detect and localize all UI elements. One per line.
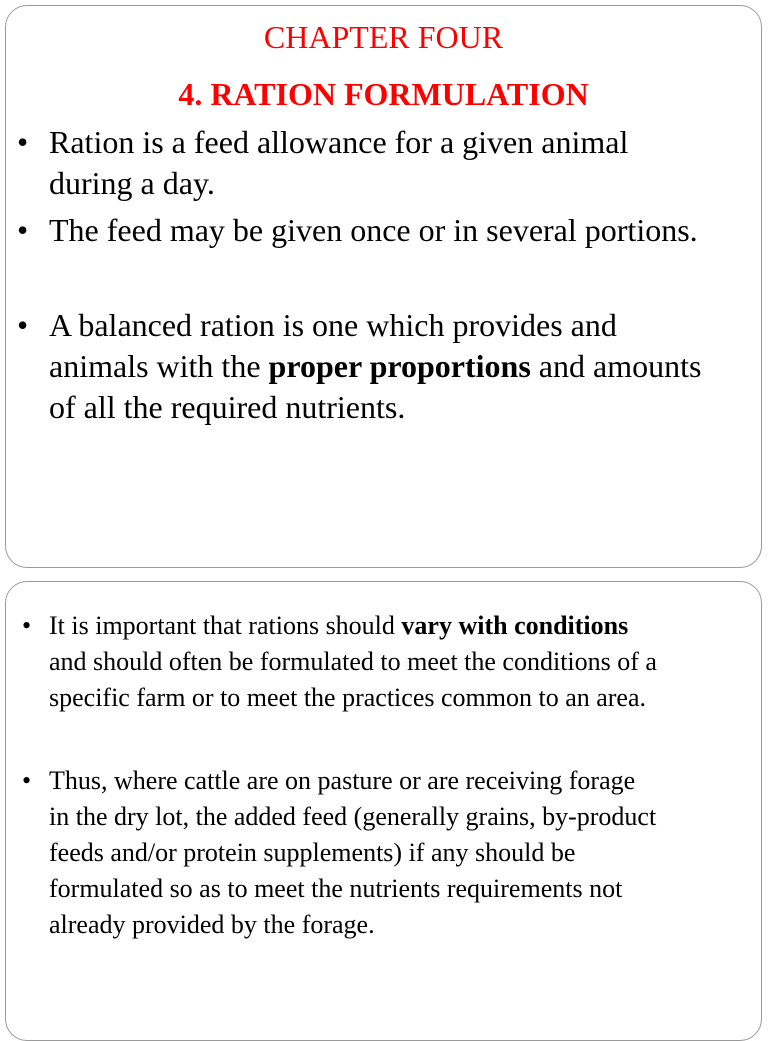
bullet-text-line: during a day. bbox=[49, 165, 215, 201]
bullet-ration-definition bbox=[17, 122, 629, 204]
slide-1 bbox=[5, 5, 762, 568]
bullet-text-line: and should often be formulated to meet the conditions of a bbox=[49, 647, 657, 676]
bullet-text-line: A balanced ration is one which provides and bbox=[49, 307, 617, 343]
bold-phrase: proper proportions bbox=[268, 348, 531, 384]
bullet-icon: • bbox=[22, 611, 32, 640]
bullet-text-line bbox=[49, 346, 701, 387]
text-segment: animals with the bbox=[49, 348, 269, 384]
bullet-text-line bbox=[49, 608, 657, 644]
text-segment: It is important that rations should bbox=[49, 611, 402, 640]
bullet-text-line: of all the required nutrients. bbox=[49, 389, 406, 425]
chapter-heading: CHAPTER FOUR bbox=[263, 19, 504, 55]
bullet-text-line: Thus, where cattle are on pasture or are receiving forage bbox=[49, 766, 636, 795]
bullet-icon: • bbox=[17, 124, 29, 160]
bullet-icon: • bbox=[17, 212, 29, 248]
bullet-icon: • bbox=[17, 307, 29, 343]
bullet-vary-conditions bbox=[22, 608, 657, 716]
bullet-text-line: formulated so as to meet the nutrients requirements not bbox=[49, 874, 623, 903]
bullet-balanced-ration bbox=[17, 305, 702, 428]
bullet-feed-portions bbox=[17, 210, 698, 251]
text-segment: and amounts bbox=[530, 348, 702, 384]
bullet-text-line: already provided by the forage. bbox=[49, 910, 375, 939]
bullet-text-line: feeds and/or protein supplements) if any should be bbox=[49, 838, 576, 867]
bullet-text-line: in the dry lot, the added feed (generally grains, by-product bbox=[49, 802, 657, 831]
bold-phrase: vary with conditions bbox=[401, 611, 629, 640]
slide-2 bbox=[5, 581, 762, 1041]
bullet-cattle-pasture bbox=[22, 763, 657, 943]
bullet-text-line: The feed may be given once or in several portions. bbox=[49, 212, 698, 248]
slide-title: 4. RATION FORMULATION bbox=[178, 76, 589, 112]
bullet-text-line: specific farm or to meet the practices common to an area. bbox=[49, 683, 647, 712]
bullet-text-line: Ration is a feed allowance for a given animal bbox=[49, 124, 629, 160]
bullet-icon: • bbox=[22, 766, 32, 795]
